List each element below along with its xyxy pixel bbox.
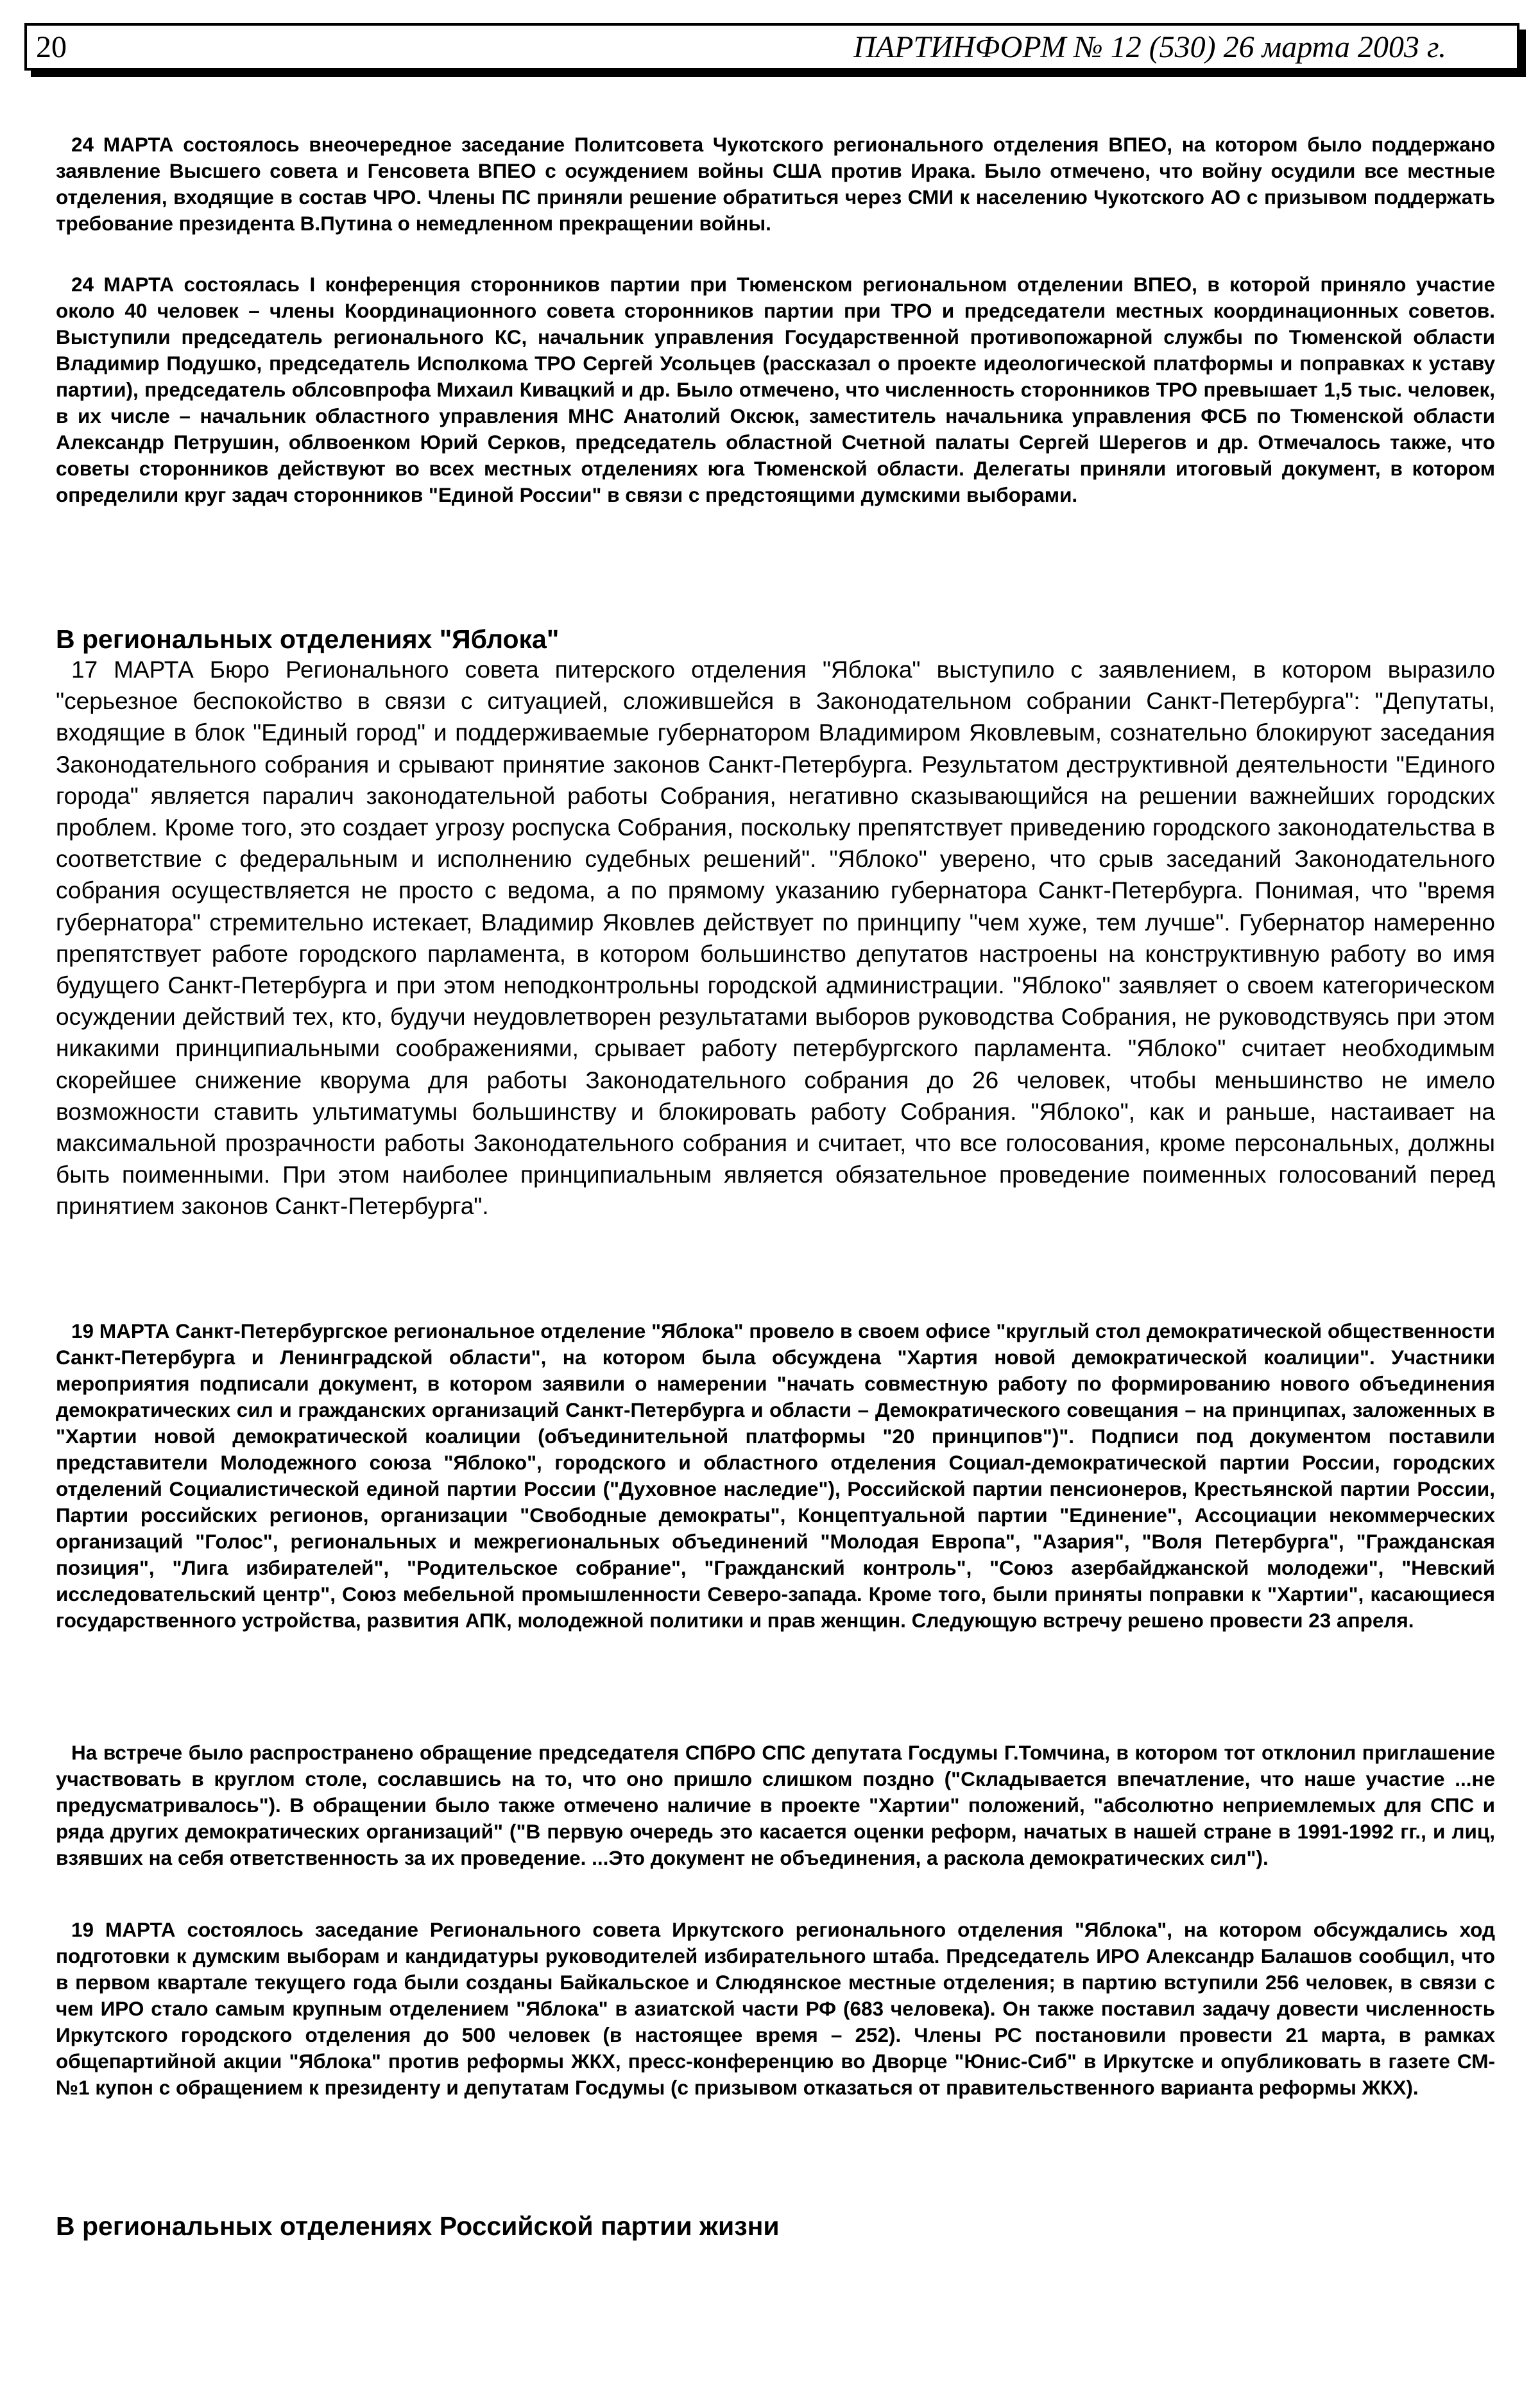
page-header (24, 23, 1519, 71)
article-yabloko-round-table: 19 МАРТА Санкт-Петербургское региональное отделение "Яблока" провело в своем офисе "круглый стол демократической общественности Санкт-Петербурга и Ленинградской области", на котором была обсуждена "Хартия новой демократической коалиции". Участники мероприятия подписали документ, в котором заявили о намерении "начать совместную работу по формированию нового объединения демократических сил и гражданских организаций Санкт-Петербурга и области – Демократического совещания – на принципах, заложенных в "Хартии новой демократической коалиции (объединительной платформы "20 принципов")". Подписи под документом поставили представители Молодежного союза "Яблоко", городского и областного отделения Социал-демократической партии России, городских отделений Социалистической единой партии России ("Духовное наследие"), Российской партии пенсионеров, Крестьянской партии России, Партии российских регионов, организации "Свободные демократы", Концептуальной партии "Единение", Ассоциации некоммерческих организаций "Голос", региональных и межрегиональных объединений "Молодая Европа", "Азария", "Воля Петербурга", "Гражданская позиция", "Лига избирателей", "Родительское собрание", "Гражданский контроль", "Союз азербайджанской молодежи", "Невский исследовательский центр", Союз мебельной промышленности Северо-запада. Кроме того, были приняты поправки к "Хартии", касающиеся государственного устройства, развития АПК, молодежной политики и прав женщин. Следующую встречу решено провести 23 апреля. (56, 1319, 1495, 1632)
section-heading-life-party: В региональных отделениях Российской партии жизни (56, 2211, 780, 2241)
article-tyumen: 24 МАРТА состоялась I конференция сторонников партии при Тюменском региональном отделении ВПЕО, в которой приняло участие около 40 человек – члены Координационного совета сторонников партии при ТРО и председатели местных координационных советов. Выступили председатель регионального КС, начальник управления Государственной противопожарной службы по Тюменской области Владимир Подушко, председатель Исполкома ТРО Сергей Усольцев (рассказал о проекте идеологической платформы и поправках к уставу партии), председатель облсовпрофа Михаил Кивацкий и др. Было отмечено, что численность сторонников ТРО превышает 1,5 тыс. человек, в их числе – начальник областного управления МНС Анатолий Оксюк, заместитель начальника управления ФСБ по Тюменской области Александр Петрушин, облвоенком Юрий Серков, председатель областной Счетной палаты Сергей Шерегов и др. Отмечалось также, что советы сторонников действуют во всех местных отделениях юга Тюменской области. Делегаты приняли итоговый документ, в котором определили круг задач сторонников "Единой России" в связи с предстоящими думскими выборами. (56, 273, 1495, 506)
article-tomchin-appeal: На встрече было распространено обращение председателя СПбРО СПС депутата Госдумы Г.Томчина, в котором тот отклонил приглашение участвовать в круглом столе, сославшись на то, что оно пришло слишком поздно ("Складывается впечатление, что наше участие ...не предусматривалось"). В обращении было также отмечено наличие в проекте "Хартии" положений, "абсолютно неприемлемых для СПС и ряда других демократических организаций" ("В первую очередь это касается оценки реформ, начатых в нашей стране в 1991-1992 гг., и лиц, взявших на себя ответственность за их проведение. ...Это документ не объединения, а раскола демократических сил"). (56, 1741, 1495, 1869)
article-chukotka: 24 МАРТА состоялось внеочередное заседание Политсовета Чукотского регионального отделения ВПЕО, на котором было поддержано заявление Высшего совета и Генсовета ВПЕО с осуждением войны США против Ирака. Было отмечено, что войну осудили все местные отделения, входящие в состав ЧРО. Члены ПС приняли решение обратиться через СМИ к населению Чукотского АО с призывом поддержать требование президента В.Путина о немедленном прекращении войны. (56, 133, 1495, 235)
page-number: 20 (36, 30, 67, 64)
article-yabloko-spb-statement: 17 МАРТА Бюро Регионального совета питерского отделения "Яблока" выступило с заявлением, в котором выразило "серьезное беспокойство в связи с ситуацией, сложившейся в Законодательном собрании Санкт-Петербурга": "Депутаты, входящие в блок "Единый город" и поддерживаемые губернатором Владимиром Яковлевым, сознательно блокируют заседания Законодательного собрания и срывают принятие законов Санкт-Петербурга. Результатом деструктивной деятельности "Единого города" является паралич законодательной работы Собрания, негативно сказывающийся на решении важнейших городских проблем. Кроме того, это создает угрозу роспуска Собрания, поскольку препятствует приведению городского законодательства в соответствие с федеральным и исполнению судебных решений". "Яблоко" уверено, что срыв заседаний Законодательного собрания осуществляется не просто с ведома, а по прямому указанию губернатора Санкт-Петербурга. Понимая, что "время губернатора" стремительно истекает, Владимир Яковлев действует по принципу "чем хуже, тем лучше". Губернатор намеренно препятствует работе городского парламента, в котором большинство депутатов настроены на конструктивную работу во имя будущего Санкт-Петербурга и при этом неподконтрольны городской администрации. "Яблоко" заявляет о своем категорическом осуждении действий тех, кто, будучи неудовлетворен результатами выборов руководства Собрания, не руководствуясь при этом никакими принципиальными соображениями, срывает работу петербургского парламента. "Яблоко" считает необходимым скорейшее снижение кворума для работы Законодательного собрания до 26 человек, чтобы меньшинство не имело возможности ставить ультиматумы большинству и блокировать работу Собрания. "Яблоко", как и раньше, настаивает на максимальной прозрачности работы Законодательного собрания и считает, что все голосования, кроме персональных, должны быть поименными. При этом наиболее принципиальным является обязательное проведение поименных голосований перед принятием законов Санкт-Петербурга". (56, 656, 1495, 1220)
section-heading-yabloko: В региональных отделениях "Яблока" (56, 624, 560, 654)
article-yabloko-irkutsk: 19 МАРТА состоялось заседание Регионального совета Иркутского регионального отделения "Яблока", на котором обсуждались ход подготовки к думским выборам и кандидатуры руководителей избирательного штаба. Председатель ИРО Александр Балашов сообщил, что в первом квартале текущего года были созданы Байкальское и Слюдянское местные отделения; в партию вступили 256 человек, в связи с чем ИРО стало самым крупным отделением "Яблока" в азиатской части РФ (683 человека). Он также поставил задачу довести численность Иркутского городского отделения до 500 человек (в настоящее время – 252). Члены РС постановили провести 21 марта, в рамках общепартийной акции "Яблока" против реформы ЖКХ, пресс-конференцию во Дворце "Юнис-Сиб" в Иркутске и опубликовать в газете СМ-№1 купон с обращением к президенту и депутатам Госдумы (с призывом отказаться от правительственного варианта реформы ЖКХ). (56, 1918, 1495, 2099)
publication-title: ПАРТИНФОРМ № 12 (530) 26 марта 2003 г. (853, 30, 1446, 64)
